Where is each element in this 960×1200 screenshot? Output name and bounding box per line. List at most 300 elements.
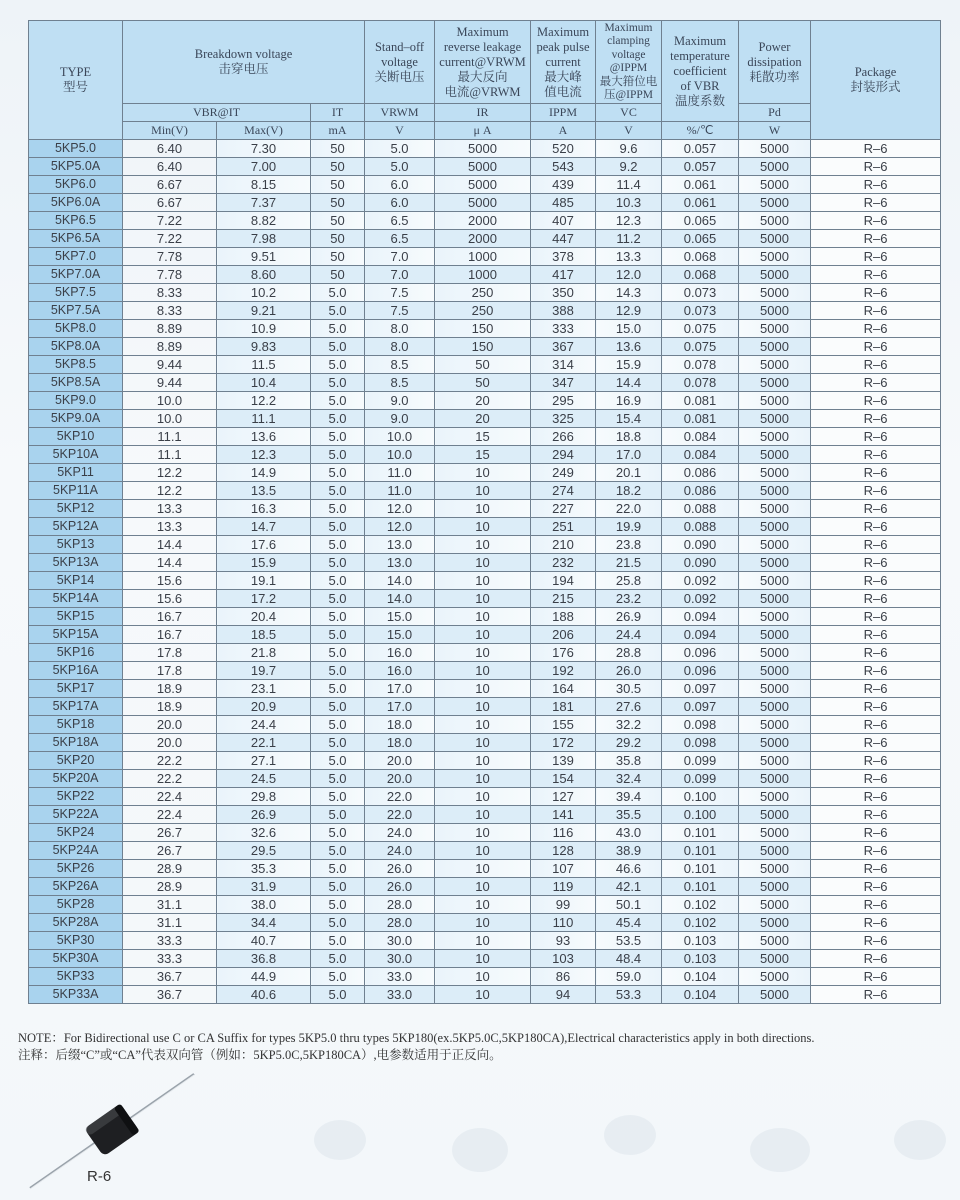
cell-pkg: R–6 [811, 284, 941, 302]
cell-pd: 5000 [739, 896, 811, 914]
cell-temp: 0.102 [662, 896, 739, 914]
cell-max: 17.6 [217, 536, 311, 554]
cell-ir: 10 [435, 914, 531, 932]
cell-pkg: R–6 [811, 464, 941, 482]
cell-vc: 59.0 [596, 968, 662, 986]
temp-coeff-header: Maximum temperature coefficient of VBR 温度系数 [662, 21, 739, 122]
cell-type: 5KP10A [29, 446, 123, 464]
table-row [29, 698, 941, 716]
cell-min: 26.7 [123, 842, 217, 860]
table-row [29, 410, 941, 428]
cell-temp: 0.097 [662, 698, 739, 716]
cell-temp: 0.104 [662, 986, 739, 1004]
cell-vrwm: 11.0 [365, 482, 435, 500]
table-row [29, 896, 941, 914]
cell-ippm: 188 [531, 608, 596, 626]
cell-min: 15.6 [123, 572, 217, 590]
cell-vrwm: 20.0 [365, 752, 435, 770]
cell-pkg: R–6 [811, 572, 941, 590]
cell-max: 40.6 [217, 986, 311, 1004]
cell-pkg: R–6 [811, 248, 941, 266]
cell-ir: 10 [435, 554, 531, 572]
cell-max: 7.98 [217, 230, 311, 248]
cell-vrwm: 28.0 [365, 896, 435, 914]
cell-ir: 2000 [435, 212, 531, 230]
cell-vc: 35.5 [596, 806, 662, 824]
cell-vc: 12.9 [596, 302, 662, 320]
cell-ippm: 116 [531, 824, 596, 842]
clamping-header: Maximum clamping voltage @IPPM 最大箝位电 压@IPPM [596, 21, 662, 104]
cell-it: 5.0 [311, 446, 365, 464]
cell-pkg: R–6 [811, 590, 941, 608]
cell-temp: 0.098 [662, 734, 739, 752]
cell-it: 5.0 [311, 950, 365, 968]
cell-ippm: 274 [531, 482, 596, 500]
cell-vc: 16.9 [596, 392, 662, 410]
cell-vc: 11.4 [596, 176, 662, 194]
cell-min: 8.89 [123, 338, 217, 356]
cell-it: 5.0 [311, 914, 365, 932]
cell-ir: 10 [435, 842, 531, 860]
cell-min: 13.3 [123, 518, 217, 536]
cell-vrwm: 33.0 [365, 968, 435, 986]
table-row [29, 536, 941, 554]
cell-ippm: 417 [531, 266, 596, 284]
cell-pd: 5000 [739, 500, 811, 518]
table-row [29, 302, 941, 320]
cell-vrwm: 11.0 [365, 464, 435, 482]
cell-pkg: R–6 [811, 950, 941, 968]
cell-ir: 10 [435, 896, 531, 914]
cell-ippm: 210 [531, 536, 596, 554]
cell-vrwm: 8.5 [365, 356, 435, 374]
cell-ir: 1000 [435, 266, 531, 284]
cell-vc: 28.8 [596, 644, 662, 662]
cell-temp: 0.073 [662, 284, 739, 302]
cell-pd: 5000 [739, 734, 811, 752]
cell-pkg: R–6 [811, 896, 941, 914]
ippm-symbol: IPPM [531, 104, 596, 122]
cell-temp: 0.075 [662, 320, 739, 338]
cell-type: 5KP18 [29, 716, 123, 734]
cell-pkg: R–6 [811, 374, 941, 392]
cell-pd: 5000 [739, 914, 811, 932]
cell-vc: 12.0 [596, 266, 662, 284]
cell-ippm: 485 [531, 194, 596, 212]
ua-unit: μ A [435, 122, 531, 140]
cell-max: 12.3 [217, 446, 311, 464]
cell-ir: 15 [435, 446, 531, 464]
note-english: NOTE：For Bidirectional use C or CA Suffix for types 5KP5.0 thru types 5KP180(ex.5KP5.0C,5KP180CA),Electrical characteristics apply in both directions. [18, 1031, 815, 1045]
cell-temp: 0.094 [662, 626, 739, 644]
cell-max: 18.5 [217, 626, 311, 644]
table-row [29, 374, 941, 392]
cell-type: 5KP13 [29, 536, 123, 554]
cell-temp: 0.057 [662, 158, 739, 176]
cell-type: 5KP17 [29, 680, 123, 698]
cell-vc: 30.5 [596, 680, 662, 698]
cell-min: 31.1 [123, 914, 217, 932]
cell-max: 9.51 [217, 248, 311, 266]
cell-pkg: R–6 [811, 212, 941, 230]
cell-vrwm: 16.0 [365, 662, 435, 680]
cell-max: 16.3 [217, 500, 311, 518]
cell-vrwm: 30.0 [365, 932, 435, 950]
table-row [29, 932, 941, 950]
cell-vrwm: 6.5 [365, 230, 435, 248]
cell-ippm: 333 [531, 320, 596, 338]
cell-it: 5.0 [311, 752, 365, 770]
cell-ippm: 86 [531, 968, 596, 986]
cell-pkg: R–6 [811, 824, 941, 842]
cell-it: 5.0 [311, 716, 365, 734]
cell-min: 10.0 [123, 410, 217, 428]
cell-ir: 5000 [435, 194, 531, 212]
cell-it: 5.0 [311, 680, 365, 698]
cell-temp: 0.088 [662, 518, 739, 536]
cell-min: 22.4 [123, 806, 217, 824]
cell-type: 5KP6.0A [29, 194, 123, 212]
cell-max: 11.5 [217, 356, 311, 374]
cell-it: 5.0 [311, 842, 365, 860]
cell-min: 11.1 [123, 428, 217, 446]
cell-pd: 5000 [739, 662, 811, 680]
cell-it: 5.0 [311, 626, 365, 644]
cell-pd: 5000 [739, 392, 811, 410]
cell-ippm: 206 [531, 626, 596, 644]
cell-min: 8.33 [123, 302, 217, 320]
cell-it: 5.0 [311, 518, 365, 536]
cell-pkg: R–6 [811, 158, 941, 176]
table-row [29, 752, 941, 770]
cell-type: 5KP20 [29, 752, 123, 770]
cell-temp: 0.092 [662, 590, 739, 608]
cell-type: 5KP28 [29, 896, 123, 914]
cell-type: 5KP20A [29, 770, 123, 788]
cell-it: 5.0 [311, 536, 365, 554]
cell-vc: 10.3 [596, 194, 662, 212]
cell-vc: 9.6 [596, 140, 662, 158]
cell-it: 5.0 [311, 338, 365, 356]
cell-ippm: 249 [531, 464, 596, 482]
cell-max: 9.83 [217, 338, 311, 356]
cell-min: 20.0 [123, 734, 217, 752]
cell-vc: 11.2 [596, 230, 662, 248]
cell-temp: 0.065 [662, 230, 739, 248]
cell-pd: 5000 [739, 410, 811, 428]
cell-pkg: R–6 [811, 662, 941, 680]
cell-vc: 22.0 [596, 500, 662, 518]
min-unit: Min(V) [123, 122, 217, 140]
cell-ir: 10 [435, 824, 531, 842]
table-row [29, 248, 941, 266]
cell-ir: 10 [435, 644, 531, 662]
cell-ir: 20 [435, 410, 531, 428]
cell-ippm: 520 [531, 140, 596, 158]
cell-min: 17.8 [123, 644, 217, 662]
cell-pkg: R–6 [811, 752, 941, 770]
cell-it: 5.0 [311, 878, 365, 896]
cell-pd: 5000 [739, 608, 811, 626]
cell-pd: 5000 [739, 140, 811, 158]
cell-min: 9.44 [123, 356, 217, 374]
cell-ir: 1000 [435, 248, 531, 266]
cell-vrwm: 8.0 [365, 338, 435, 356]
cell-vrwm: 14.0 [365, 590, 435, 608]
cell-min: 18.9 [123, 680, 217, 698]
cell-type: 5KP12A [29, 518, 123, 536]
cell-vrwm: 7.5 [365, 302, 435, 320]
cell-it: 5.0 [311, 320, 365, 338]
cell-type: 5KP24 [29, 824, 123, 842]
cell-min: 14.4 [123, 536, 217, 554]
cell-max: 40.7 [217, 932, 311, 950]
table-body [29, 140, 941, 1004]
cell-it: 5.0 [311, 860, 365, 878]
cell-pkg: R–6 [811, 338, 941, 356]
cell-pkg: R–6 [811, 230, 941, 248]
cell-ippm: 447 [531, 230, 596, 248]
cell-pkg: R–6 [811, 680, 941, 698]
table-row [29, 644, 941, 662]
cell-vrwm: 22.0 [365, 806, 435, 824]
cell-it: 5.0 [311, 410, 365, 428]
cell-pkg: R–6 [811, 176, 941, 194]
cell-temp: 0.084 [662, 446, 739, 464]
cell-it: 5.0 [311, 464, 365, 482]
cell-type: 5KP7.5A [29, 302, 123, 320]
vc-symbol: VC [596, 104, 662, 122]
cell-it: 50 [311, 212, 365, 230]
cell-ippm: 192 [531, 662, 596, 680]
table-row [29, 428, 941, 446]
cell-ir: 10 [435, 878, 531, 896]
cell-ir: 10 [435, 662, 531, 680]
cell-vrwm: 30.0 [365, 950, 435, 968]
cell-pd: 5000 [739, 338, 811, 356]
cell-pd: 5000 [739, 716, 811, 734]
cell-pkg: R–6 [811, 428, 941, 446]
cell-pkg: R–6 [811, 140, 941, 158]
cell-ippm: 103 [531, 950, 596, 968]
cell-type: 5KP18A [29, 734, 123, 752]
cell-ir: 10 [435, 716, 531, 734]
cell-vrwm: 6.0 [365, 194, 435, 212]
cell-ir: 5000 [435, 140, 531, 158]
table-row [29, 392, 941, 410]
cell-min: 17.8 [123, 662, 217, 680]
cell-ippm: 181 [531, 698, 596, 716]
cell-temp: 0.078 [662, 374, 739, 392]
cell-type: 5KP7.0 [29, 248, 123, 266]
cell-ippm: 155 [531, 716, 596, 734]
cell-ippm: 93 [531, 932, 596, 950]
cell-ir: 10 [435, 734, 531, 752]
cell-type: 5KP5.0 [29, 140, 123, 158]
cell-vc: 15.4 [596, 410, 662, 428]
cell-min: 36.7 [123, 986, 217, 1004]
cell-temp: 0.100 [662, 806, 739, 824]
cell-ir: 10 [435, 932, 531, 950]
cell-pkg: R–6 [811, 356, 941, 374]
cell-temp: 0.099 [662, 770, 739, 788]
cell-vrwm: 15.0 [365, 608, 435, 626]
cell-it: 5.0 [311, 788, 365, 806]
table-row [29, 662, 941, 680]
cell-ippm: 314 [531, 356, 596, 374]
table-row [29, 914, 941, 932]
cell-ippm: 325 [531, 410, 596, 428]
cell-temp: 0.088 [662, 500, 739, 518]
cell-it: 5.0 [311, 428, 365, 446]
cell-vrwm: 20.0 [365, 770, 435, 788]
cell-temp: 0.094 [662, 608, 739, 626]
cell-pd: 5000 [739, 698, 811, 716]
cell-temp: 0.098 [662, 716, 739, 734]
cell-ir: 150 [435, 320, 531, 338]
cell-it: 50 [311, 248, 365, 266]
cell-ir: 2000 [435, 230, 531, 248]
cell-vc: 21.5 [596, 554, 662, 572]
cell-max: 9.21 [217, 302, 311, 320]
table-header [29, 21, 941, 140]
cell-ippm: 378 [531, 248, 596, 266]
spec-table [28, 20, 941, 1004]
cell-vrwm: 10.0 [365, 428, 435, 446]
cell-min: 15.6 [123, 590, 217, 608]
cell-min: 6.40 [123, 140, 217, 158]
table-row [29, 500, 941, 518]
cell-temp: 0.078 [662, 356, 739, 374]
cell-pd: 5000 [739, 176, 811, 194]
cell-pd: 5000 [739, 158, 811, 176]
table-row [29, 842, 941, 860]
cell-max: 8.15 [217, 176, 311, 194]
cell-it: 50 [311, 230, 365, 248]
cell-vc: 15.0 [596, 320, 662, 338]
cell-pd: 5000 [739, 842, 811, 860]
cell-ir: 15 [435, 428, 531, 446]
cell-type: 5KP33A [29, 986, 123, 1004]
cell-it: 50 [311, 194, 365, 212]
cell-it: 5.0 [311, 284, 365, 302]
cell-pkg: R–6 [811, 968, 941, 986]
cell-it: 5.0 [311, 770, 365, 788]
cell-type: 5KP11A [29, 482, 123, 500]
cell-temp: 0.101 [662, 878, 739, 896]
cell-ippm: 99 [531, 896, 596, 914]
cell-max: 13.5 [217, 482, 311, 500]
cell-vc: 15.9 [596, 356, 662, 374]
cell-pkg: R–6 [811, 716, 941, 734]
cell-ippm: 407 [531, 212, 596, 230]
cell-type: 5KP8.5A [29, 374, 123, 392]
cell-vrwm: 7.5 [365, 284, 435, 302]
table-row [29, 824, 941, 842]
v-unit: V [365, 122, 435, 140]
cell-type: 5KP30 [29, 932, 123, 950]
cell-temp: 0.061 [662, 194, 739, 212]
vbr-symbol: VBR@IT [123, 104, 311, 122]
cell-ir: 5000 [435, 158, 531, 176]
cell-vc: 29.2 [596, 734, 662, 752]
cell-temp: 0.057 [662, 140, 739, 158]
cell-pd: 5000 [739, 248, 811, 266]
ir-symbol: IR [435, 104, 531, 122]
cell-vrwm: 22.0 [365, 788, 435, 806]
cell-it: 5.0 [311, 932, 365, 950]
cell-it: 50 [311, 158, 365, 176]
cell-temp: 0.075 [662, 338, 739, 356]
cell-ir: 10 [435, 680, 531, 698]
cell-it: 50 [311, 176, 365, 194]
cell-ippm: 164 [531, 680, 596, 698]
cell-temp: 0.073 [662, 302, 739, 320]
cell-type: 5KP14 [29, 572, 123, 590]
table-row [29, 266, 941, 284]
cell-ir: 10 [435, 482, 531, 500]
table-row [29, 968, 941, 986]
cell-type: 5KP14A [29, 590, 123, 608]
cell-vc: 35.8 [596, 752, 662, 770]
cell-temp: 0.090 [662, 536, 739, 554]
cell-ir: 10 [435, 572, 531, 590]
cell-pd: 5000 [739, 860, 811, 878]
cell-pd: 5000 [739, 554, 811, 572]
cell-max: 20.9 [217, 698, 311, 716]
cell-vc: 48.4 [596, 950, 662, 968]
table-row [29, 716, 941, 734]
cell-ippm: 141 [531, 806, 596, 824]
cell-vrwm: 16.0 [365, 644, 435, 662]
cell-pkg: R–6 [811, 554, 941, 572]
cell-min: 11.1 [123, 446, 217, 464]
cell-pd: 5000 [739, 752, 811, 770]
table-row [29, 158, 941, 176]
cell-pkg: R–6 [811, 608, 941, 626]
cell-temp: 0.096 [662, 644, 739, 662]
cell-vrwm: 18.0 [365, 734, 435, 752]
cell-pkg: R–6 [811, 320, 941, 338]
cell-it: 5.0 [311, 392, 365, 410]
cell-max: 10.2 [217, 284, 311, 302]
table-row [29, 464, 941, 482]
cell-max: 34.4 [217, 914, 311, 932]
cell-type: 5KP30A [29, 950, 123, 968]
cell-vrwm: 12.0 [365, 500, 435, 518]
cell-temp: 0.101 [662, 842, 739, 860]
cell-temp: 0.068 [662, 248, 739, 266]
cell-vrwm: 5.0 [365, 158, 435, 176]
cell-temp: 0.084 [662, 428, 739, 446]
cell-pd: 5000 [739, 482, 811, 500]
cell-vc: 27.6 [596, 698, 662, 716]
cell-vrwm: 24.0 [365, 824, 435, 842]
cell-type: 5KP7.5 [29, 284, 123, 302]
cell-ir: 10 [435, 590, 531, 608]
cell-pd: 5000 [739, 788, 811, 806]
cell-max: 21.8 [217, 644, 311, 662]
cell-type: 5KP9.0 [29, 392, 123, 410]
cell-min: 26.7 [123, 824, 217, 842]
cell-ippm: 295 [531, 392, 596, 410]
cell-vc: 24.4 [596, 626, 662, 644]
cell-max: 10.4 [217, 374, 311, 392]
cell-ir: 10 [435, 500, 531, 518]
cell-pkg: R–6 [811, 860, 941, 878]
cell-temp: 0.104 [662, 968, 739, 986]
cell-vrwm: 18.0 [365, 716, 435, 734]
